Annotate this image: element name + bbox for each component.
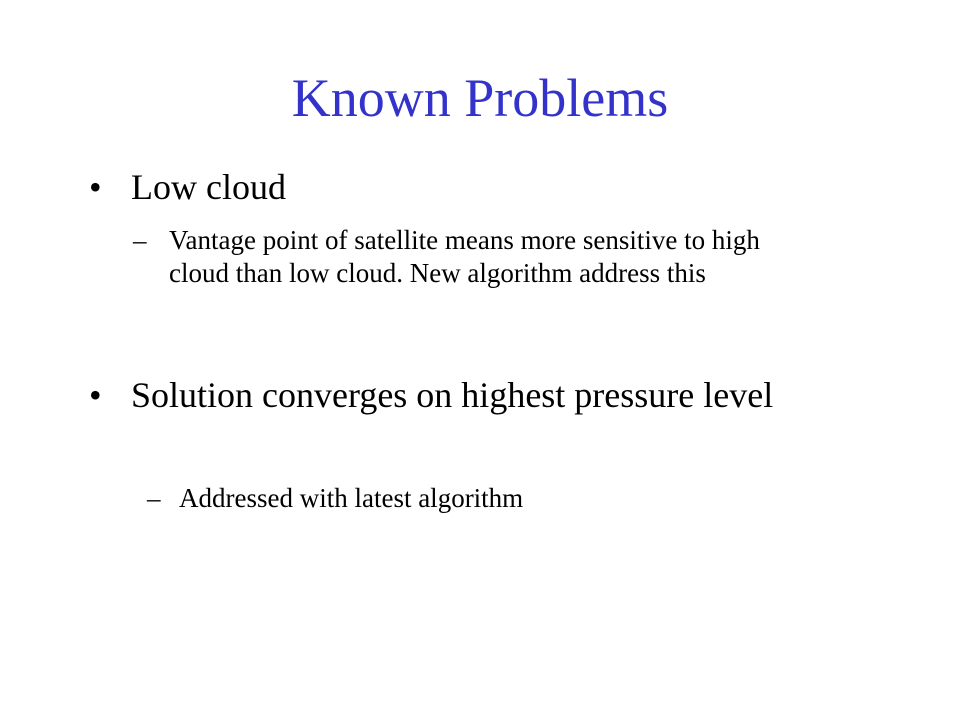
sub-bullet-text: Vantage point of satellite means more sensitive to high cloud than low cloud. New algorithm address this: [169, 225, 760, 288]
bullet-solution-converges: [89, 373, 889, 463]
dash-marker: –: [147, 483, 161, 513]
sub-bullet-vantage-point: [133, 224, 853, 344]
bullet-text: Low cloud: [131, 167, 286, 207]
dash-marker: –: [133, 225, 147, 255]
bullet-marker: •: [89, 167, 102, 207]
bullet-text: Solution converges on highest pressure level: [131, 375, 774, 415]
bullet-low-cloud: [89, 165, 889, 209]
bullet-marker: •: [89, 375, 102, 415]
sub-bullet-addressed: [147, 482, 847, 522]
sub-bullet-text: Addressed with latest algorithm: [179, 483, 524, 513]
slide-title: Known Problems: [291, 68, 669, 128]
